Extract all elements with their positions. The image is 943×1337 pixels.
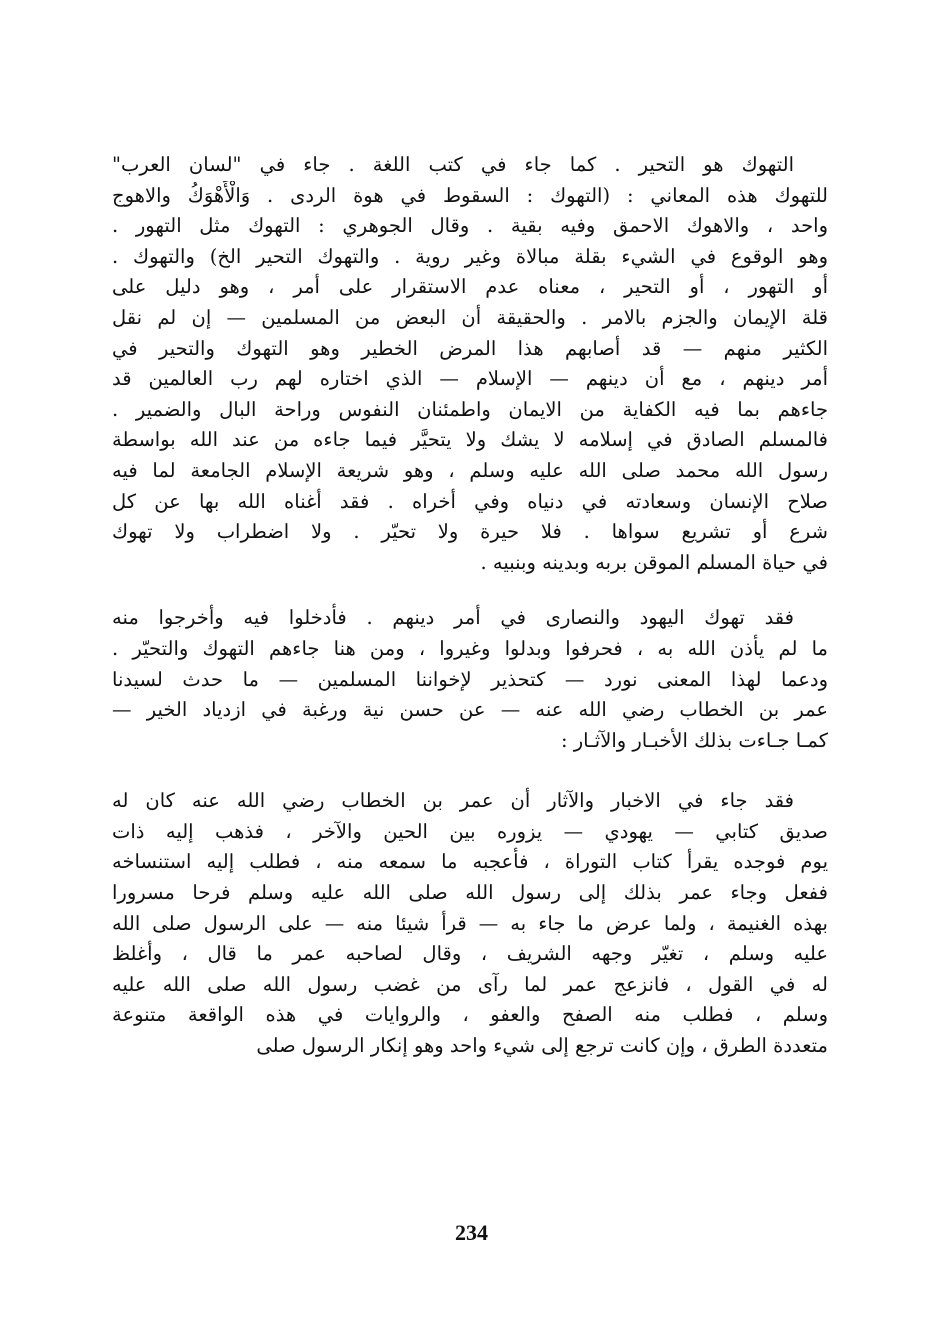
paragraph-gap: [112, 756, 828, 786]
text-line: فقد جاء في الاخبار والآثار أن عمر بن الخطاب رضي الله عنه كان له: [112, 789, 794, 813]
text-line: يوم فوجده يقرأ كتاب التوراة ، فأعجبه ما سمعه منه ، فطلب إليه استنساخه: [112, 850, 828, 874]
page-number: 234: [455, 1220, 488, 1245]
text-line: قلة الإيمان والجزم بالامر . والحقيقة أن البعض من المسلمين — إن لم نقل: [112, 305, 828, 329]
text-line: له في القول ، فانزعج عمر لما رآى من غضب رسول الله صلى الله عليه: [112, 972, 828, 996]
text-line: عليه وسلم ، تغيّر وجهه الشريف ، وقال لصاحبه عمر ما قال ، وأغلظ: [112, 942, 828, 966]
paragraph: [112, 603, 828, 756]
text-line: فالمسلم الصادق في إسلامه لا يشك ولا يتحيَّر فيما جاءه من عند الله بواسطة: [112, 428, 828, 452]
text-line: التهوك هو التحير . كما جاء في كتب اللغة . جاء في "لسان العرب": [112, 153, 794, 176]
text-line: وسلم ، فطلب منه الصفح والعفو ، والروايات في هذه الواقعة متنوعة: [112, 1003, 828, 1027]
paragraph: [112, 786, 828, 1061]
text-line: الكثير منهم — قد أصابهم هذا المرض الخطير وهو التهوك والتحير في: [112, 336, 828, 360]
text-line: ففعل وجاء عمر بذلك إلى رسول الله صلى الله عليه وسلم فرحا مسرورا: [112, 881, 828, 905]
text-line: أمر دينهم ، مع أن دينهم — الإسلام — الذي اختاره لهم رب العالمين قد: [112, 367, 828, 391]
text-line: فقد تهوك اليهود والنصارى في أمر دينهم . فأدخلوا فيه وأخرجوا منه: [112, 606, 794, 630]
text-line: صلاح الإنسان وسعادته في دنياه وفي أخراه . فقد أغناه الله بها عن كل: [112, 489, 828, 513]
text-line: أو التهور ، أو التحير ، معناه عدم الاستقرار على أمر ، وهو دليل على: [112, 275, 828, 299]
text-line: متعددة الطرق ، وإن كانت ترجع إلى شيء واحد وهو إنكار الرسول صلى: [256, 1034, 828, 1058]
text-line: جاءهم بما فيه الكفاية من الايمان واطمئنان النفوس وراحة البال والضمير .: [112, 397, 828, 421]
text-line: للتهوك هذه المعاني : (التهوك : السقوط في هوة الردى . وَالْأَهْوَكُ والاهوج: [112, 183, 828, 207]
text-line: رسول الله محمد صلى الله عليه وسلم ، وهو شريعة الإسلام الجامعة لما فيه: [112, 458, 828, 482]
page-body: [112, 150, 828, 1062]
text-line: واحد ، والاهوك الاحمق وفيه بقية . وقال الجوهري : التهوك مثل التهور .: [112, 214, 828, 238]
text-line: شرع أو تشريع سواها . فلا حيرة ولا تحيّر . ولا اضطراب ولا تهوك: [112, 520, 828, 544]
text-line: صديق كتابي — يهودي — يزوره بين الحين والآخر ، فذهب إليه ذات: [112, 819, 828, 843]
text-line: في حياة المسلم الموقن بربه وبدينه وبنبيه .: [480, 550, 828, 574]
text-line: وهو الوقوع في الشيء بقلة مبالاة وغير روية . والتهوك التحير الخ) والتهوك .: [112, 244, 828, 268]
text-line: كمـا جـاءت بذلك الأخبـار والآثـار :: [560, 728, 828, 752]
text-line: ودعما لهذا المعنى نورد — كتحذير لإخواننا المسلمين — ما حدث لسيدنا: [112, 667, 828, 691]
text-line: عمر بن الخطاب رضي الله عنه — عن حسن نية ورغبة في ازدياد الخير —: [112, 698, 828, 722]
paragraph: [112, 150, 828, 578]
text-line: بهذه الغنيمة ، ولما عرض ما جاء به — قرأ شيئا منه — على الرسول صلى الله: [112, 911, 828, 935]
paragraph-gap: [112, 578, 828, 603]
text-line: ما لم يأذن الله به ، فحرفوا وبدلوا وغيروا ، ومن هنا جاءهم التهوك والتحيّر .: [112, 636, 828, 660]
